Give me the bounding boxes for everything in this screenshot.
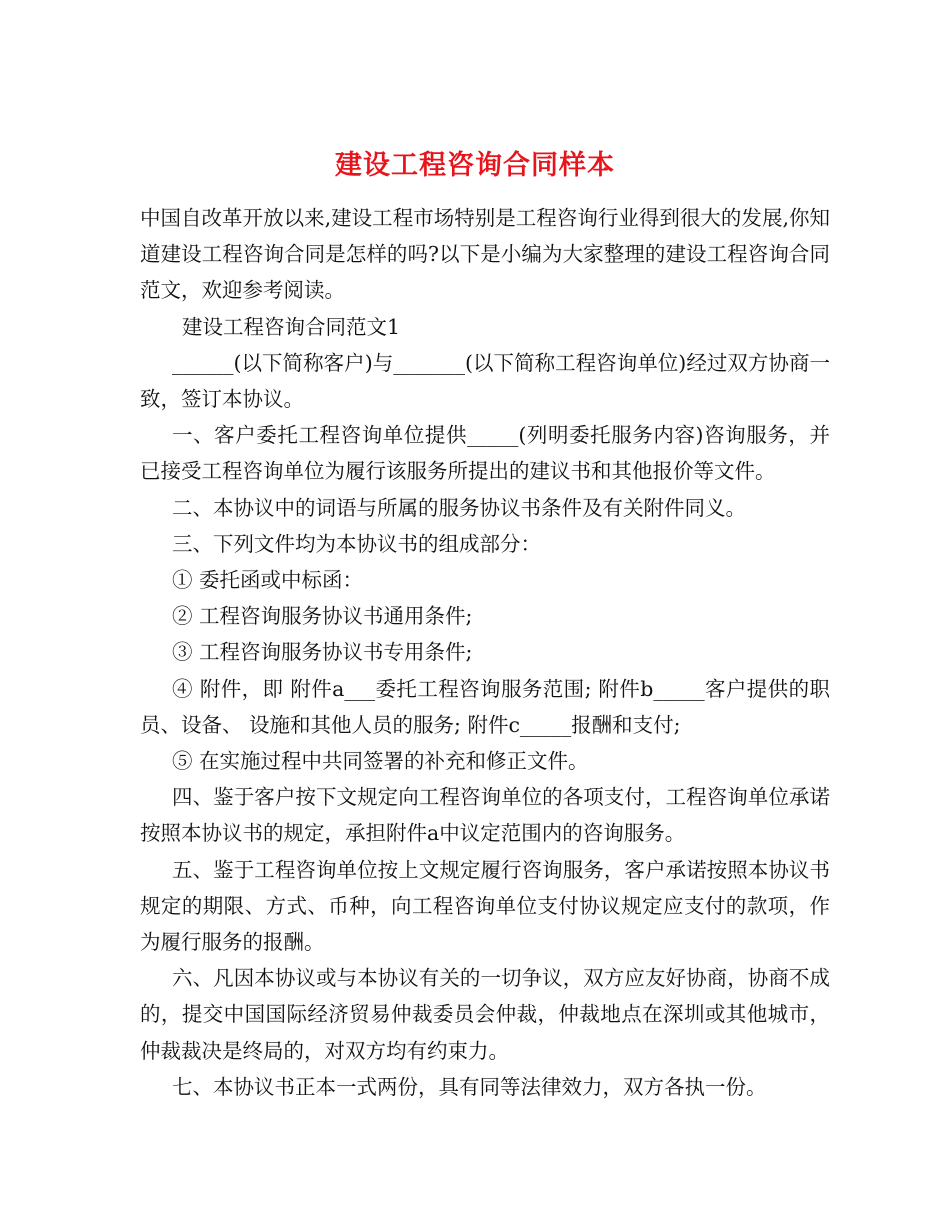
contract-clause-5: 五、鉴于工程咨询单位按上文规定履行咨询服务，客户承诺按照本协议书规定的期限、方式、币种，向工程咨询单位支付协议规定应支付的款项，作为履行服务的报酬。 (140, 857, 830, 955)
contract-clause-4: 四、鉴于客户按下文规定向工程咨询单位的各项支付，工程咨询单位承诺按照本协议书的规定，承担附件a中议定范围内的咨询服务。 (140, 785, 830, 846)
contract-clause-7: 七、本协议书正本一式两份，具有同等法律效力，双方各执一份。 (172, 1074, 767, 1099)
contract-paragraph-parties: ______(以下简称客户)与_______(以下简称工程咨询单位)经过双方协商一致，签订本协议。 (140, 350, 830, 412)
contract-clause-2: 二、本协议中的词语与所属的服务协议书条件及有关附件同义。 (172, 495, 746, 520)
contract-list-item-2: ② 工程咨询服务协议书通用条件; (172, 604, 473, 629)
document-body (140, 200, 830, 1105)
contract-clause-3: 三、下列文件均为本协议书的组成部分： (172, 531, 541, 556)
section-heading: 建设工程咨询合同范文1 (182, 314, 401, 339)
contract-list-item-3: ③ 工程咨询服务协议书专用条件; (172, 640, 473, 665)
intro-paragraph: 中国自改革开放以来,建设工程市场特别是工程咨询行业得到很大的发展,你知道建设工程咨询合同是怎样的吗?以下是小编为大家整理的建设工程咨询合同范文，欢迎参考阅读。 (140, 206, 830, 303)
contract-clause-6: 六、凡因本协议或与本协议有关的一切争议，双方应友好协商，协商不成的，提交中国国际经济贸易仲裁委员会仲裁，仲裁地点在深圳或其他城市，仲裁裁决是终局的，对双方均有约束力。 (140, 966, 830, 1063)
document-title: 建设工程咨询合同样本 (335, 150, 615, 182)
contract-list-item-5: ⑤ 在实施过程中共同签署的补充和修正文件。 (172, 749, 589, 774)
contract-list-item-1: ① 委托函或中标函： (172, 568, 364, 593)
contract-list-item-4: ④ 附件，即 附件a___委托工程咨询服务范围; 附件b_____客户提供的职员、设备、 设施和其他人员的服务; 附件c_____报酬和支付; (140, 676, 830, 737)
contract-clause-1: 一、客户委托工程咨询单位提供_____(列明委托服务内容)咨询服务，并已接受工程咨询单位为履行该服务所提出的建议书和其他报价等文件。 (140, 423, 830, 484)
